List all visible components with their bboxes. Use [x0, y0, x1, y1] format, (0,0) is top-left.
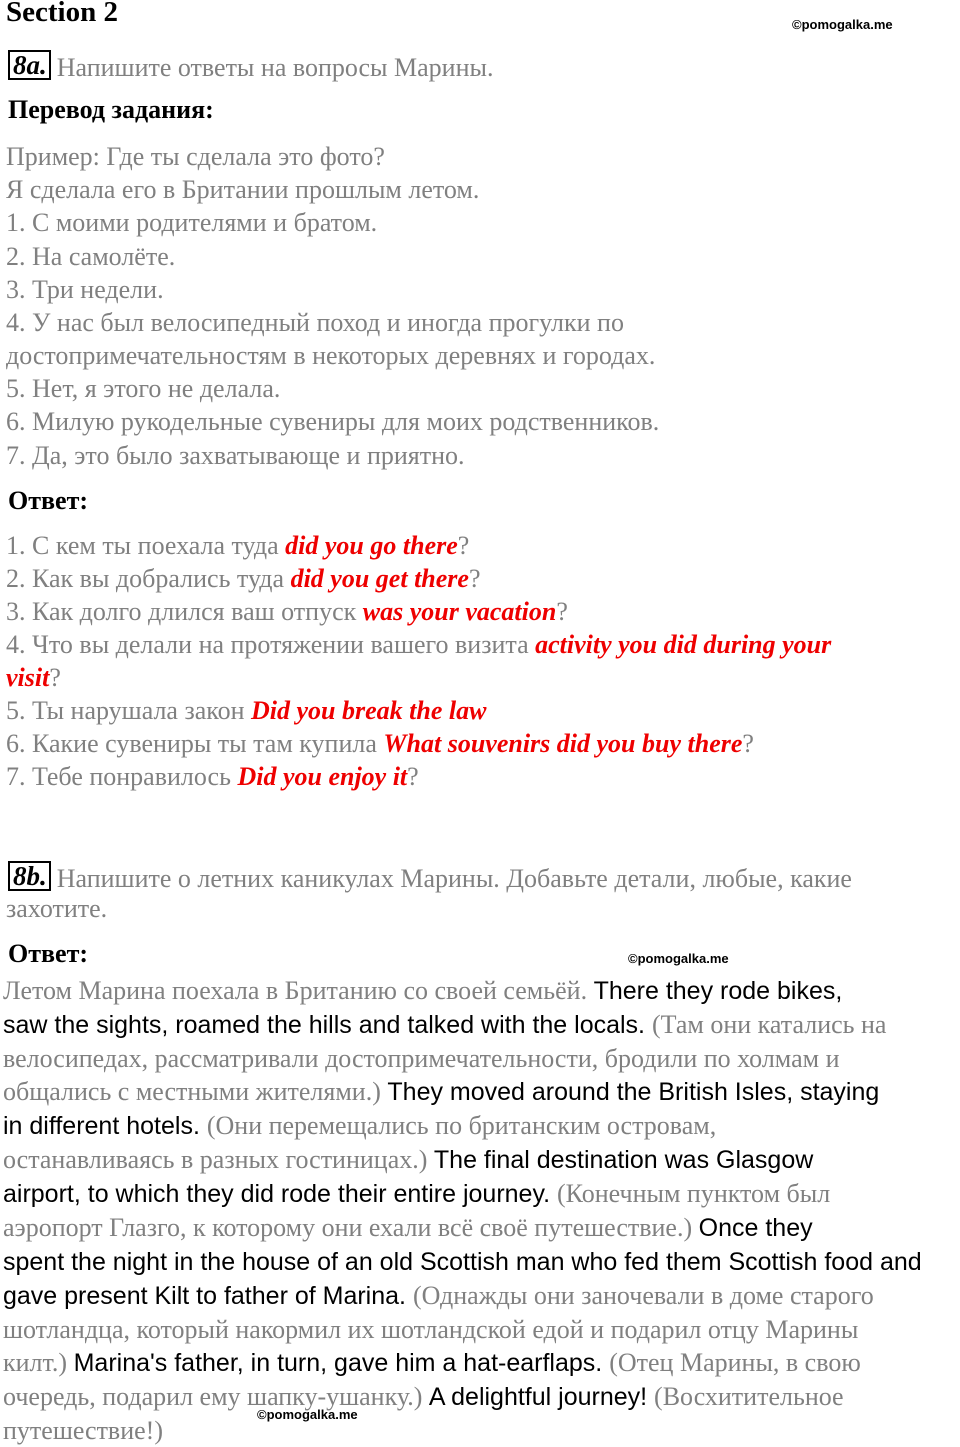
russian-text: велосипедах, рассматривали достопримечательности, бродили по холмам и — [3, 1044, 840, 1073]
answer-prefix: 2. Как вы добрались туда — [6, 564, 291, 593]
russian-text: общались с местными жителями.) — [3, 1077, 388, 1106]
task-a-label: 8a. — [8, 50, 51, 80]
answer-b-line — [3, 1414, 960, 1447]
answer-a-line — [6, 597, 568, 627]
answer-text: visit — [6, 663, 50, 692]
translation-heading: Перевод задания: — [8, 95, 214, 124]
translation-line: 1. С моими родителями и братом. — [6, 208, 378, 237]
task-a-row — [8, 50, 493, 83]
russian-text: (Восхитительное — [654, 1382, 844, 1411]
answer-suffix: ? — [468, 564, 481, 593]
answer-b-line — [3, 974, 960, 1008]
english-text: They moved around the British Isles, staying — [387, 1078, 880, 1106]
answer-prefix: 5. Ты нарушала закон — [6, 696, 252, 725]
answer-a-line — [6, 531, 469, 561]
english-text: airport, to which they did rode their entire journey. — [3, 1180, 557, 1208]
answer-heading-b: Ответ: — [8, 939, 89, 968]
answer-heading-a: Ответ: — [8, 486, 89, 515]
translation-line: Я сделала его в Британии прошлым летом. — [6, 175, 480, 204]
russian-text: (Там они катались на — [651, 1010, 887, 1039]
answer-suffix: ? — [457, 531, 470, 560]
task-b-row — [8, 861, 852, 894]
answer-b-line — [3, 1346, 960, 1380]
translation-line: 3. Три недели. — [6, 275, 164, 304]
translation-line: 5. Нет, я этого не делала. — [6, 374, 281, 403]
english-text: gave present Kilt to father of Marina. — [3, 1282, 413, 1310]
watermark-middle: ©pomogalka.me — [628, 951, 729, 966]
answer-suffix: ? — [556, 597, 568, 626]
english-text: Once they — [698, 1214, 813, 1242]
answer-a-line — [6, 729, 754, 759]
russian-text: аэропорт Глазго, к которому они ехали всё своё путешествие.) — [3, 1213, 699, 1242]
english-text: The final destination was Glasgow — [433, 1146, 814, 1174]
answer-text: activity you did during your — [535, 630, 832, 659]
answer-prefix: 3. Как долго длился ваш отпуск — [6, 597, 363, 626]
answer-b-line — [3, 1245, 960, 1279]
answer-a-line — [6, 564, 481, 594]
answer-text: What souvenirs did you buy there — [383, 729, 743, 758]
answer-b-paragraph — [3, 974, 960, 1447]
russian-text: (Конечным пунктом был — [557, 1179, 831, 1208]
english-text: spent the night in the house of an old Scottish man who fed them Scottish food and — [3, 1248, 922, 1276]
watermark-bottom: ©pomogalka.me — [257, 1407, 358, 1422]
translation-line: 4. У нас был велосипедный поход и иногда прогулки по — [6, 308, 624, 337]
russian-text: путешествие!) — [3, 1416, 163, 1445]
answer-text: Did you break the law — [251, 696, 487, 725]
english-text: There they rode bikes, — [593, 977, 843, 1005]
answer-b-line — [3, 1313, 960, 1346]
answer-b-line — [3, 1008, 960, 1042]
answer-prefix: 1. С кем ты поехала туда — [6, 531, 286, 560]
answer-suffix: ? — [407, 762, 419, 791]
task-a-instruction: Напишите ответы на вопросы Марины. — [56, 53, 494, 82]
russian-text: Летом Марина поехала в Британию со своей семьёй. — [3, 976, 594, 1005]
english-text: saw the sights, roamed the hills and talked with the locals. — [3, 1011, 652, 1039]
russian-text: килт.) — [3, 1348, 74, 1377]
section-title: Section 2 — [6, 0, 118, 28]
translation-line: достопримечательностям в некоторых деревнях и городах. — [6, 341, 656, 370]
english-text: in different hotels. — [3, 1112, 207, 1140]
watermark-top: ©pomogalka.me — [792, 17, 893, 32]
answer-b-line — [3, 1109, 960, 1143]
answer-suffix: ? — [49, 663, 61, 692]
translation-line: 7. Да, это было захватывающе и приятно. — [6, 441, 465, 470]
answer-prefix: 4. Что вы делали на протяжении вашего визита — [6, 630, 536, 659]
answer-prefix: 7. Тебе понравилось — [6, 762, 238, 791]
russian-text: (Однажды они заночевали в доме старого — [412, 1281, 874, 1310]
answer-b-line — [3, 1177, 960, 1211]
russian-text: (Отец Марины, в свою — [609, 1348, 861, 1377]
answer-a-line — [6, 663, 61, 693]
answer-text: did you get there — [290, 564, 469, 593]
answer-suffix: ? — [742, 729, 754, 758]
russian-text: (Они перемещались по британским островам, — [206, 1111, 717, 1140]
answer-b-line — [3, 1143, 960, 1177]
answer-a-line — [6, 630, 831, 660]
translation-line: Пример: Где ты сделала это фото? — [6, 142, 385, 171]
russian-text: шотландца, который накормил их шотландской едой и подарил отцу Марины — [3, 1315, 859, 1344]
translation-line: 2. На самолёте. — [6, 242, 176, 271]
english-text: A delightful journey! — [428, 1383, 655, 1411]
translation-line: 6. Милую рукодельные сувениры для моих родственников. — [6, 407, 660, 436]
answer-text: Did you enjoy it — [237, 762, 408, 791]
answer-text: was your vacation — [362, 597, 557, 626]
answer-b-line — [3, 1042, 960, 1075]
english-text: Marina's father, in turn, gave him a hat-earflaps. — [73, 1349, 610, 1377]
answer-text: did you go there — [285, 531, 458, 560]
russian-text: останавливаясь в разных гостиницах.) — [3, 1145, 434, 1174]
task-b-label: 8b. — [8, 861, 51, 891]
answer-b-line — [3, 1075, 960, 1109]
answer-prefix: 6. Какие сувениры ты там купила — [6, 729, 384, 758]
answer-b-line — [3, 1380, 960, 1414]
answer-a-line — [6, 762, 419, 792]
task-b-instruction-cont: захотите. — [6, 894, 108, 923]
task-b-instruction: Напишите о летних каникулах Марины. Добавьте детали, любые, какие — [56, 864, 852, 893]
russian-text: очередь, подарил ему шапку-ушанку.) — [3, 1382, 429, 1411]
answer-a-line — [6, 696, 486, 726]
answer-b-line — [3, 1211, 960, 1245]
answer-b-line — [3, 1279, 960, 1313]
